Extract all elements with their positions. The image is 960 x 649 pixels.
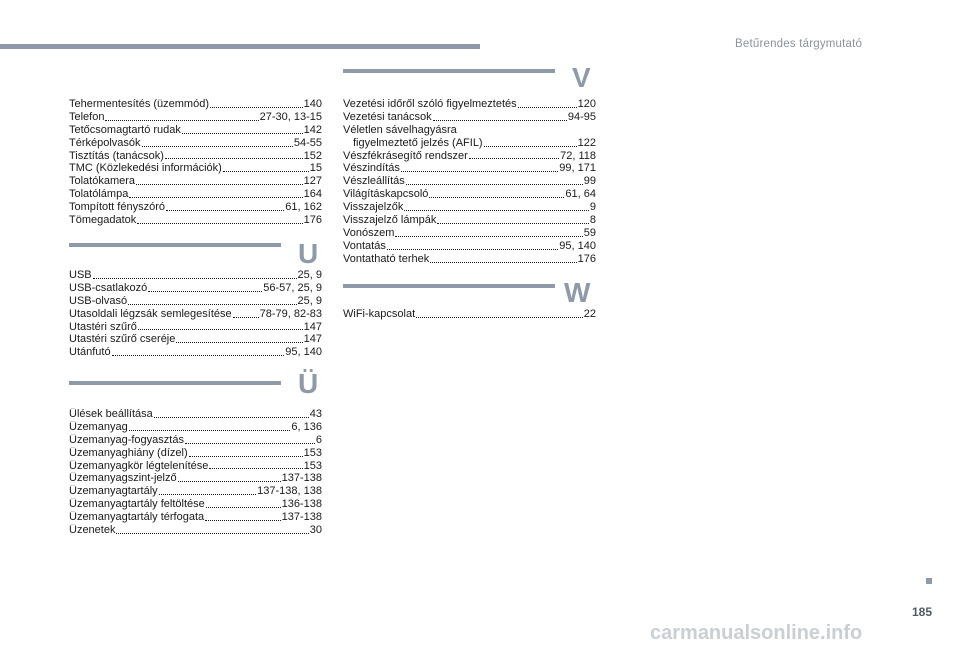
- page-marker-square: [926, 578, 932, 584]
- index-entry: Utastéri szűrő 147: [69, 320, 322, 333]
- index-entry: Vészindítás 99, 171: [343, 162, 596, 175]
- index-entry: Visszajelzők 9: [343, 201, 596, 214]
- index-entry: USB-csatlakozó 56-57, 25, 9: [69, 281, 322, 294]
- index-entry: Telefon 27-30, 13-15: [69, 110, 322, 123]
- section-letter-uu: Ü: [298, 368, 319, 399]
- index-entry: Véletlen sávelhagyásra: [343, 123, 457, 136]
- section-divider-uu: [69, 381, 281, 385]
- page-number: 185: [912, 605, 933, 619]
- index-entry: figyelmeztető jelzés (AFIL) 122: [353, 136, 596, 149]
- index-entry: Üzemanyag 6, 136: [69, 420, 322, 433]
- index-entry: Üzemanyagtartály 137-138, 138: [69, 485, 322, 498]
- index-entry: Visszajelző lámpák 8: [343, 214, 596, 226]
- section-letter-v: V: [572, 62, 591, 93]
- index-entry: Üzemanyagtartály térfogata 137-138: [69, 511, 322, 524]
- index-column-uu-entries: [69, 408, 322, 537]
- index-entry: Térképolvasók 54-55: [69, 136, 322, 149]
- index-entry: Üzemanyagkör légtelenítése 153: [69, 459, 322, 472]
- index-column-u-entries: [69, 269, 322, 359]
- index-entry: Utastéri szűrő cseréje 147: [69, 333, 322, 346]
- index-entry: USB-olvasó 25, 9: [69, 294, 322, 307]
- index-entry: Tolatólámpa 164: [69, 188, 322, 201]
- index-entry: WiFi-kapcsolat 22: [343, 308, 596, 320]
- index-entry: USB 25, 9: [69, 269, 322, 281]
- index-entry: Tömegadatok 176: [69, 214, 322, 226]
- index-entry: Tetőcsomagtartó rudak 142: [69, 123, 322, 136]
- index-column-t-entries: [69, 98, 322, 227]
- index-entry: Utánfutó 95, 140: [69, 346, 322, 359]
- page-header-title: Betűrendes tárgymutató: [735, 38, 863, 50]
- index-entry: Tolatókamera 127: [69, 175, 322, 188]
- index-entry: Üzemanyag-fogyasztás 6: [69, 433, 322, 446]
- index-column-w-entries: [343, 308, 596, 321]
- index-entry: Üzemanyagszint-jelző 137-138: [69, 472, 322, 485]
- top-accent-bar: [0, 44, 480, 49]
- index-entry: Ülések beállítása 43: [69, 408, 322, 420]
- index-entry: Üzemanyagtartály feltöltése 136-138: [69, 498, 322, 511]
- index-entry: Vezetési tanácsok 94-95: [343, 110, 596, 123]
- section-divider-w: [343, 284, 555, 288]
- index-entry: Tisztítás (tanácsok) 152: [69, 149, 322, 162]
- index-entry: Utasoldali légzsák semlegesítése 78-79, 82-83: [69, 307, 322, 320]
- index-column-v-entries: [343, 98, 596, 266]
- section-divider-u: [69, 243, 281, 247]
- index-entry: Vontatható terhek 176: [343, 252, 596, 265]
- index-entry: Vontatás 95, 140: [343, 239, 596, 252]
- section-letter-w: W: [564, 277, 591, 308]
- index-entry: Vonószem 59: [343, 226, 596, 239]
- index-entry: Üzenetek 30: [69, 524, 322, 536]
- index-entry: Vészleállítás 99: [343, 175, 596, 188]
- section-letter-u: U: [298, 238, 319, 269]
- index-entry: Világításkapcsoló 61, 64: [343, 188, 596, 201]
- index-entry: TMC (Közlekedési információk) 15: [69, 162, 322, 175]
- index-entry: Vészfékrásegítő rendszer 72, 118: [343, 149, 596, 162]
- index-entry: Tompított fényszóró 61, 162: [69, 201, 322, 214]
- watermark: carmanualsonline.info: [650, 622, 863, 644]
- index-entry: Üzemanyaghiány (dízel) 153: [69, 446, 322, 459]
- index-entry: Vezetési időről szóló figyelmeztetés 120: [343, 98, 596, 110]
- index-entry: Tehermentesítés (üzemmód) 140: [69, 98, 322, 110]
- section-divider-v: [343, 69, 555, 73]
